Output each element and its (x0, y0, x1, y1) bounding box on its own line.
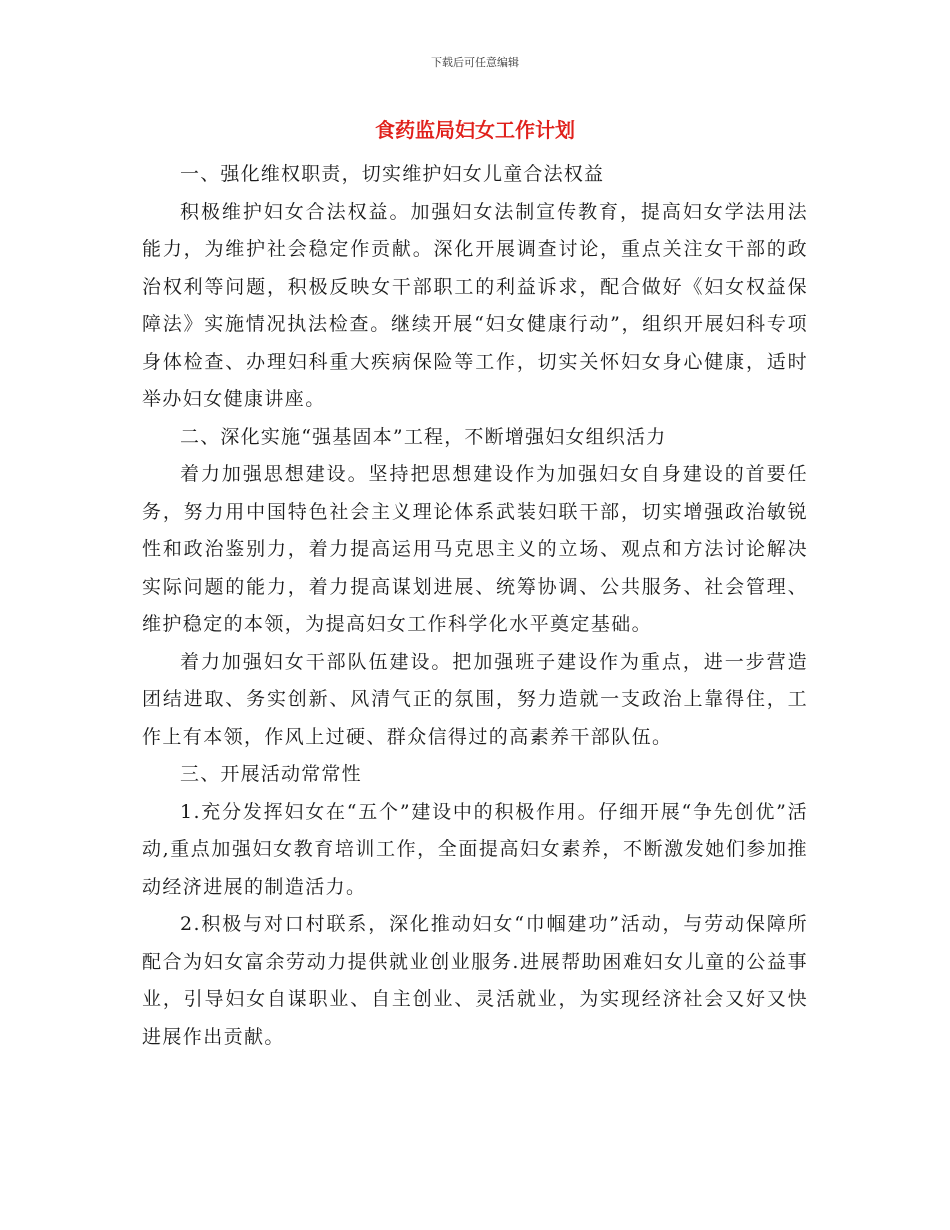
section-heading-1: 一、强化维权职责，切实维护妇女儿童合法权益 (180, 163, 605, 185)
document-body (142, 156, 808, 1056)
paragraph-ideology: 着力加强思想建设。坚持把思想建设作为加强妇女自身建设的首要任务，努力用中国特色社会主义理论体系武装妇联干部，切实增强政治敏锐性和政治鉴别力，着力提高运用马克思主义的立场、观点和方法讨论解决实际问题的能力，着力提高谋划进展、统筹协调、公共服务、社会管理、维护稳定的本领，为提高妇女工作科学化水平奠定基础。 (142, 463, 808, 635)
paragraph-team: 着力加强妇女干部队伍建设。把加强班子建设作为重点，进一步营造团结进取、务实创新、风清气正的氛围，努力造就一支政治上靠得住，工作上有本领，作风上过硬、群众信得过的高素养干部队伍。 (142, 650, 808, 748)
paragraph-rights: 积极维护妇女合法权益。加强妇女法制宣传教育，提高妇女学法用法能力，为维护社会稳定作贡献。深化开展调查讨论，重点关注女干部的政治权利等问题，积极反映女干部职工的利益诉求，配合做好《妇女权益保障法》实施情况执法检查。继续开展“妇女健康行动”，组织开展妇科专项身体检查、办理妇科重大疾病保险等工作，切实关怀妇女身心健康，适时举办妇女健康讲座。 (142, 200, 808, 410)
paragraph-item-1: 1.充分发挥妇女在“五个”建设中的积极作用。仔细开展“争先创优”活动,重点加强妇女教育培训工作，全面提高妇女素养，不断激发她们参加推动经济进展的制造活力。 (142, 800, 808, 898)
paragraph-item-2: 2.积极与对口村联系，深化推动妇女“巾帼建功”活动，与劳动保障所配合为妇女富余劳动力提供就业创业服务.进展帮助困难妇女儿童的公益事业，引导妇女自谋职业、自主创业、灵活就业，为实现经济社会又好又快进展作出贡献。 (142, 913, 808, 1048)
document-title: 食药监局妇女工作计划 (375, 118, 575, 142)
page-header: 下载后可任意编辑 (431, 56, 519, 69)
section-heading-2: 二、深化实施“强基固本”工程，不断增强妇女组织活力 (180, 425, 667, 448)
section-heading-3: 三、开展活动常常性 (180, 763, 362, 785)
